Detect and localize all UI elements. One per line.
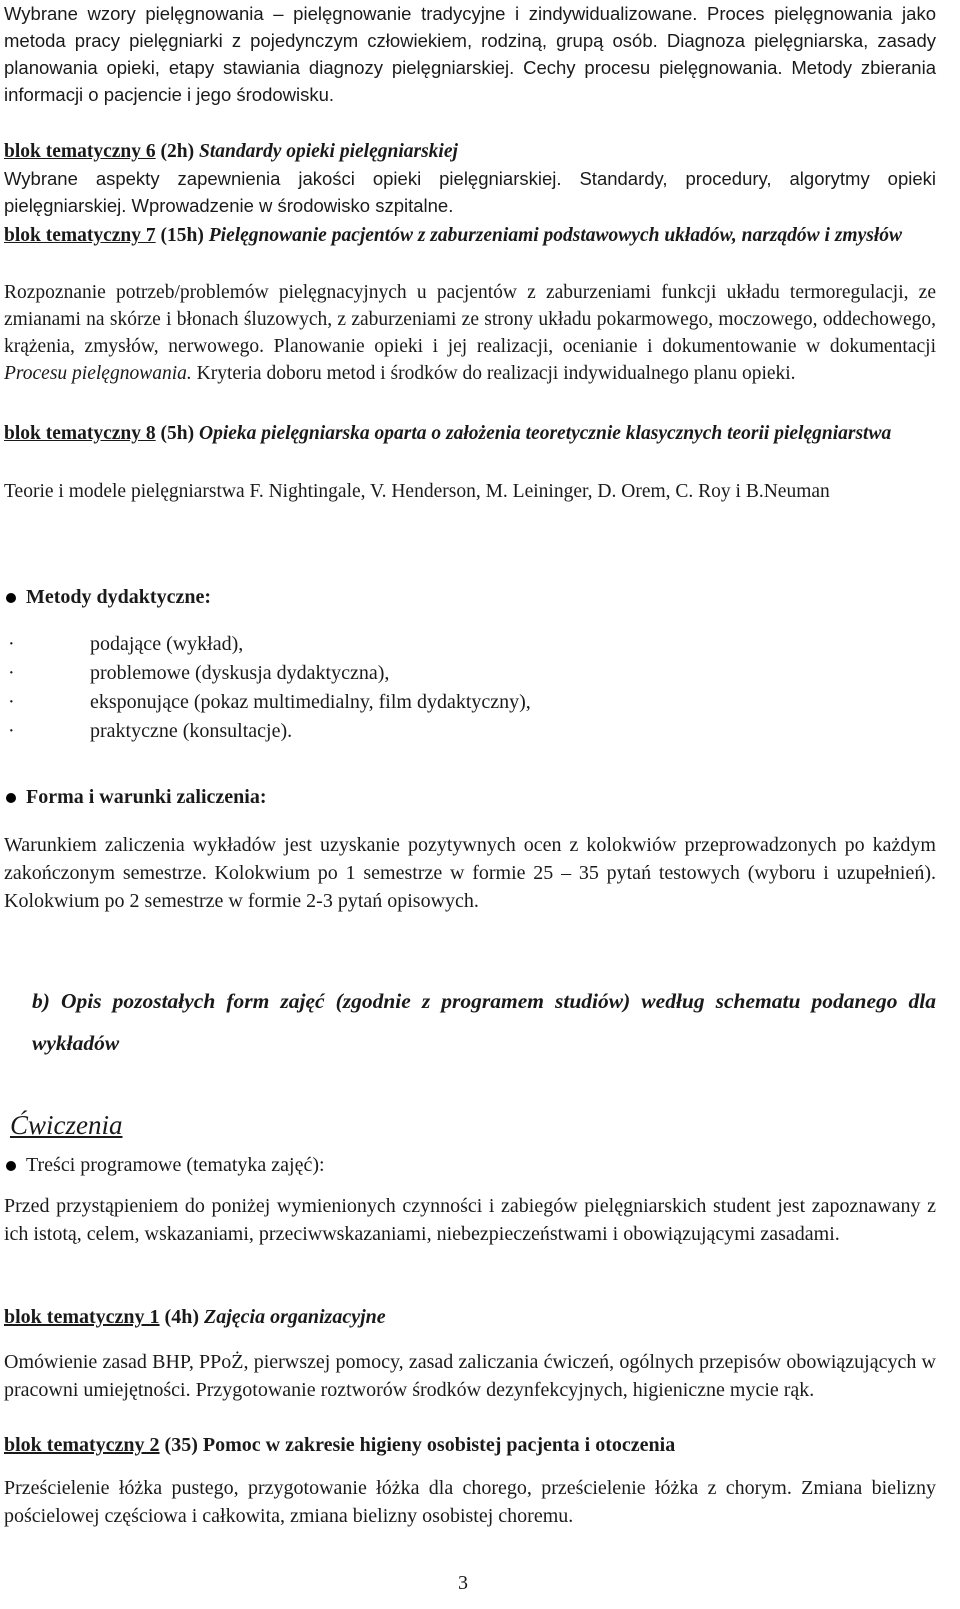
exercises-title: Ćwiczenia: [10, 1110, 123, 1140]
block-8-heading: [4, 420, 936, 447]
exercise-block-2-label: blok tematyczny 2: [4, 1434, 160, 1456]
block-6-title: Standardy opieki pielęgniarskiej: [199, 141, 458, 162]
block-7-heading: [4, 222, 936, 249]
exercise-block-1-heading: [4, 1304, 936, 1331]
methods-list: [4, 630, 936, 746]
exercise-block-2-text: Prześcielenie łóżka pustego, przygotowanie łóżka dla chorego, prześcielenie łóżka z chorym. Zmiana bielizny pościelowej częściowa i całkowita, zmiana bielizny osobistej choremu.: [4, 1477, 936, 1527]
list-item-text: eksponujące (pokaz multimedialny, film dydaktyczny),: [90, 691, 531, 713]
assessment-text: Warunkiem zaliczenia wykładów jest uzyskanie pozytywnych ocen z kolokwiów przeprowadzonych po każdym zakończonym semestrze. Kolokwium po 1 semestrze w formie 25 – 35 pytań testowych (wyboru i uzupełnień). Kolokwium po 2 semestrze w formie 2-3 pytań opisowych.: [4, 834, 936, 912]
exercise-block-1-hours: (4h): [159, 1306, 204, 1328]
list-item: [4, 659, 936, 688]
methods-heading: [4, 586, 936, 609]
block-8-label: blok tematyczny 8: [4, 423, 156, 444]
block-7-text-main: Rozpoznanie potrzeb/problemów pielęgnacyjnych u pacjentów z zaburzeniami funkcji układu termoregulacji, ze zmianami na skórze i błonach śluzowych, z zaburzeniami ze strony układu pokarmowego, moczowego, oddechowego, krążenia, zmysłów, nerwowego. Planowanie opieki i jej realizacji, ocenianie i dokumentowanie w dokumentacji: [4, 282, 936, 357]
block-7-hours: (15h): [155, 225, 209, 246]
exercise-block-1-title: Zajęcia organizacyjne: [204, 1306, 386, 1328]
bullet-icon: [6, 793, 16, 803]
bullet-icon: [6, 593, 16, 603]
paragraph-nursing-models: Wybrane wzory pielęgnowania – pielęgnowanie tradycyjne i zindywidualizowane. Proces pielęgnowania jako metoda pracy pielęgniarki z pojedynczym człowiekiem, rodziną, grupą osób. Diagnoza pielęgniarska, zasady planowania opieki, etapy stawiania diagnozy pielęgniarskiej. Cechy procesu pielęgnowania. Metody zbierania informacji o pacjencie i jego środowisku.: [4, 3, 936, 105]
block-7-text: [4, 279, 936, 387]
exercise-block-2-heading: [4, 1432, 936, 1459]
block-6-hours: (2h): [155, 141, 199, 162]
exercise-block-1-text: Omówienie zasad BHP, PPoŻ, pierwszej pomocy, zasad zaliczania ćwiczeń, ogólnych przepisów obowiązujących w pracowni umiejętności. Przygotowanie roztworów środków dezynfekcyjnych, higieniczne mycie rąk.: [4, 1351, 936, 1401]
list-item: [4, 688, 936, 717]
block-6-heading: [4, 138, 936, 165]
list-dot-icon: ·: [8, 633, 15, 655]
block-8-text: Teorie i modele pielęgniarstwa F. Nightingale, V. Henderson, M. Leininger, D. Orem, C. Roy i B.Neuman: [4, 481, 830, 502]
exercise-block-1-label: blok tematyczny 1: [4, 1306, 160, 1328]
block-7-text-italic: Procesu pielęgnowania.: [4, 363, 192, 384]
list-item: [4, 717, 936, 746]
list-dot-icon: ·: [8, 691, 15, 713]
exercises-content-heading: [4, 1154, 936, 1177]
assessment-heading-text: Forma i warunki zaliczenia:: [26, 786, 267, 808]
list-item-text: praktyczne (konsultacje).: [90, 720, 293, 742]
block-6-label: blok tematyczny 6: [4, 141, 156, 162]
methods-heading-text: Metody dydaktyczne:: [26, 586, 211, 608]
bullet-icon: [6, 1161, 16, 1171]
list-dot-icon: ·: [8, 720, 15, 742]
block-6-text: Wybrane aspekty zapewnienia jakości opieki pielęgniarskiej. Standardy, procedury, algorytmy opieki pielęgniarskiej. Wprowadzenie w środowisko szpitalne.: [4, 168, 936, 216]
exercise-block-2-title: Pomoc w zakresie higieny osobistej pacjenta i otoczenia: [202, 1434, 676, 1456]
list-item-text: problemowe (dyskusja dydaktyczna),: [90, 662, 390, 684]
page-number: 3: [458, 1572, 468, 1594]
block-7-label: blok tematyczny 7: [4, 225, 156, 246]
block-8-title: Opieka pielęgniarska oparta o założenia teoretycznie klasycznych teorii pielęgniarstwa: [199, 423, 892, 444]
block-7-title: Pielęgnowanie pacjentów z zaburzeniami podstawowych układów, narządów i zmysłów: [208, 225, 902, 246]
content-heading-text: Treści programowe (tematyka zajęć):: [26, 1154, 325, 1176]
block-8-hours: (5h): [155, 423, 199, 444]
block-7-text-end: Kryteria doboru metod i środków do realizacji indywidualnego planu opieki.: [191, 363, 796, 384]
list-item: [4, 630, 936, 659]
section-b-heading: b) Opis pozostałych form zajęć (zgodnie z programem studiów) według schematu podanego dla wykładów: [32, 989, 936, 1055]
assessment-heading: [4, 786, 936, 809]
list-item-text: podające (wykład),: [90, 633, 244, 655]
list-dot-icon: ·: [8, 662, 15, 684]
exercises-intro: Przed przystąpieniem do poniżej wymienionych czynności i zabiegów pielęgniarskich student jest zapoznawany z ich istotą, celem, wskazaniami, przeciwwskazaniami, niebezpieczeństwami i obowiązującymi zasadami.: [4, 1195, 936, 1245]
exercise-block-2-hours: (35): [159, 1434, 203, 1456]
